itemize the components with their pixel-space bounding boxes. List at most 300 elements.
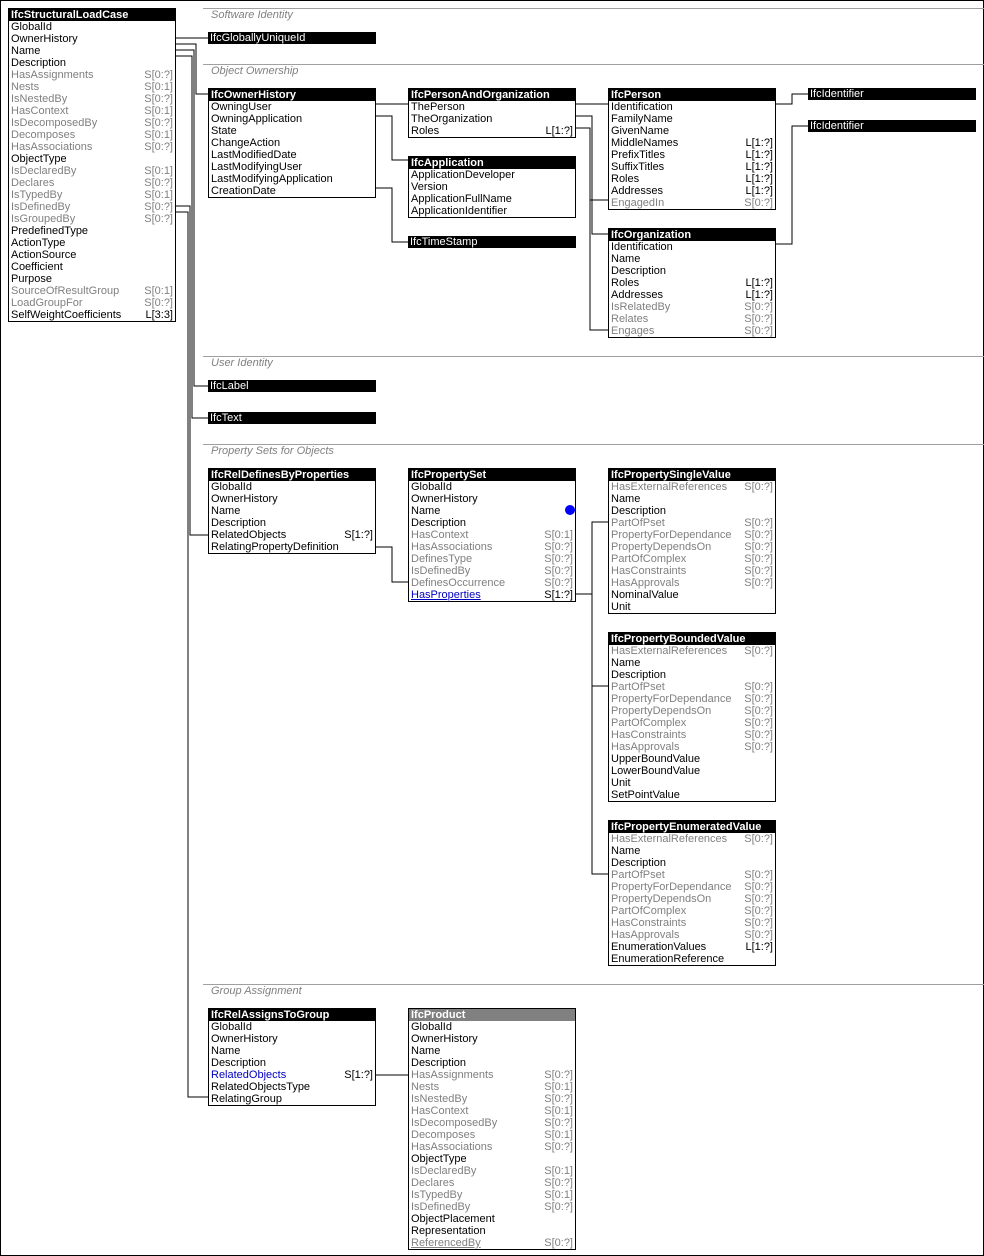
attr-nests[interactable] [409,1081,575,1093]
attr-has-constraints[interactable] [609,729,775,741]
attr-engaged-in[interactable] [609,197,775,209]
attr-cardinality: S[0:?] [544,1237,573,1249]
entity-title[interactable]: IfcOrganization [609,229,775,241]
attr-name: Coefficient [11,261,63,273]
attr-name: HasApprovals [611,577,680,589]
attr-upper-bound-value[interactable] [609,753,775,765]
attr-name: LastModifiedDate [211,149,297,161]
attr-cardinality: S[0:?] [744,577,773,589]
attr-cardinality: S[0:?] [744,481,773,493]
entity-prop-enum[interactable] [608,820,776,966]
attr-cardinality: S[0:?] [744,197,773,209]
entity-title[interactable]: IfcPropertySingleValue [609,469,775,481]
attr-has-context[interactable] [409,1105,575,1117]
attr-name: RelatedObjects [211,529,287,541]
attr-enumeration-reference[interactable] [609,953,775,965]
attr-name: NominalValue [611,589,679,601]
attr-the-organization[interactable] [409,113,575,125]
attr-name: HasApprovals [611,929,680,941]
attr-change-action[interactable] [209,137,375,149]
attr-name: Description [11,57,67,69]
attr-name[interactable] [9,45,175,57]
attr-name: HasAssignments [11,69,94,81]
attr-name: SuffixTitles [611,161,665,173]
attr-name: LowerBoundValue [611,765,701,777]
attr-name: State [211,125,237,137]
attr-cardinality: S[0:?] [744,553,773,565]
attr-name: IsTypedBy [11,189,63,201]
entity-title[interactable]: IfcOwnerHistory [209,89,375,101]
attr-global-id[interactable] [409,1021,575,1033]
entity-rel-assigns[interactable] [208,1008,376,1106]
attr-cardinality: S[0:1] [544,529,573,541]
attr-referenced-by[interactable] [409,1237,575,1249]
attr-description[interactable] [209,1057,375,1069]
attr-creation-date[interactable] [209,185,375,197]
attr-source-of-result-group[interactable] [9,285,175,297]
attr-action-type[interactable] [9,237,175,249]
type-globally-unique-id-box[interactable]: IfcGloballyUniqueId [208,32,376,44]
attr-name: Name [611,657,641,669]
attr-has-approvals[interactable] [609,741,775,753]
attr-name: RelatingGroup [211,1093,282,1105]
selection-marker[interactable] [565,505,575,515]
attr-cardinality: S[0:?] [744,869,773,881]
attr-name: RelatedObjectsType [211,1081,311,1093]
attr-middle-names[interactable] [609,137,775,149]
entity-title[interactable]: IfcProduct [409,1009,575,1021]
attr-name: OwningApplication [211,113,303,125]
attr-name: Description [611,857,667,869]
connector-3 [176,56,208,418]
entity-application[interactable] [408,156,576,218]
attr-name: ObjectType [11,153,67,165]
attr-is-typed-by[interactable] [9,189,175,201]
attr-the-person[interactable] [409,101,575,113]
attr-has-external-references[interactable] [609,481,775,493]
attr-declares[interactable] [409,1177,575,1189]
attr-name: HasExternalReferences [611,645,728,657]
attr-property-depends-on[interactable] [609,541,775,553]
entity-prop-bounded[interactable] [608,632,776,802]
attr-lower-bound-value[interactable] [609,765,775,777]
attr-cardinality: S[0:?] [744,717,773,729]
attr-name: Description [211,517,267,529]
type-identifier-box[interactable]: IfcIdentifier [808,88,976,100]
attr-roles[interactable] [609,277,775,289]
attr-global-id[interactable] [209,481,375,493]
attr-name: PartOfComplex [611,553,687,565]
attr-coefficient[interactable] [9,261,175,273]
attr-cardinality: S[0:1] [544,1189,573,1201]
attr-part-of-pset[interactable] [609,869,775,881]
attr-unit[interactable] [609,601,775,613]
attr-enumeration-values[interactable] [609,941,775,953]
attr-name[interactable] [209,505,375,517]
attr-owning-user[interactable] [209,101,375,113]
attr-name: HasAssociations [11,141,93,153]
attr-decomposes[interactable] [9,129,175,141]
attr-name: SelfWeightCoefficients [11,309,122,321]
attr-object-type[interactable] [409,1153,575,1165]
connector-17 [592,594,608,874]
attr-name: PartOfComplex [611,905,687,917]
attr-name[interactable] [209,1045,375,1057]
attr-application-identifier[interactable] [409,205,575,217]
entity-title[interactable]: IfcStructuralLoadCase [9,9,175,21]
attr-name: Addresses [611,289,663,301]
entity-person[interactable] [608,88,776,210]
attr-cardinality: S[0:?] [744,905,773,917]
entity-title[interactable]: IfcRelAssignsToGroup [209,1009,375,1021]
attr-name: RelatingPropertyDefinition [211,541,339,553]
attr-is-declared-by[interactable] [409,1165,575,1177]
attr-related-objects[interactable] [209,529,375,541]
section-title-user: User Identity [211,357,273,369]
attr-cardinality: S[0:?] [744,693,773,705]
entity-prop-single[interactable] [608,468,776,614]
attr-cardinality: S[0:?] [744,705,773,717]
attr-description[interactable] [9,57,175,69]
attr-cardinality: S[0:?] [144,117,173,129]
attr-related-objects-type[interactable] [209,1081,375,1093]
attr-cardinality: S[0:?] [744,301,773,313]
attr-has-assignments[interactable] [409,1069,575,1081]
attr-cardinality: S[0:?] [144,177,173,189]
attr-global-id[interactable] [209,1021,375,1033]
connector-8 [376,188,408,242]
section-title-group: Group Assignment [211,985,302,997]
attr-addresses[interactable] [609,185,775,197]
attr-is-typed-by[interactable] [409,1189,575,1201]
attr-name: PropertyDependsOn [611,893,712,905]
attr-is-related-by[interactable] [609,301,775,313]
attr-property-for-dependance[interactable] [609,529,775,541]
attr-description[interactable] [609,669,775,681]
attr-has-constraints[interactable] [609,917,775,929]
attr-name: Representation [411,1225,486,1237]
attr-name: PartOfPset [611,517,665,529]
attr-name: Description [411,1057,467,1069]
attr-owner-history[interactable] [209,1033,375,1045]
attr-application-developer[interactable] [409,169,575,181]
attr-has-associations[interactable] [409,541,575,553]
attr-defines-occurrence[interactable] [409,577,575,589]
connector-13 [776,94,808,104]
attr-description[interactable] [609,505,775,517]
attr-is-nested-by[interactable] [9,93,175,105]
attr-predefined-type[interactable] [9,225,175,237]
entity-product[interactable] [408,1008,576,1250]
attr-name: Nests [411,1081,440,1093]
attr-name: GlobalId [211,481,252,493]
attr-name: HasContext [411,529,469,541]
attr-name: Engages [611,325,655,337]
attr-global-id[interactable] [409,481,575,493]
attr-cardinality: S[1:?] [344,529,373,541]
attr-cardinality: S[0:1] [544,1105,573,1117]
attr-has-assignments[interactable] [9,69,175,81]
attr-object-type[interactable] [9,153,175,165]
attr-name: Name [411,1045,441,1057]
entity-person-and-org[interactable] [408,88,576,138]
attr-cardinality: L[1:?] [745,941,773,953]
attr-cardinality: S[0:1] [144,105,173,117]
entity-title[interactable]: IfcPerson [609,89,775,101]
entity-organization[interactable] [608,228,776,338]
attr-name: ApplicationDeveloper [411,169,515,181]
attr-relating-property-definition[interactable] [209,541,375,553]
attr-global-id[interactable] [9,21,175,33]
attr-name: HasAssociations [411,541,493,553]
attr-last-modifying-application[interactable] [209,173,375,185]
attr-name[interactable] [609,493,775,505]
attr-name[interactable] [609,253,775,265]
attr-name: Decomposes [11,129,76,141]
type-label-box[interactable]: IfcLabel [208,380,376,392]
attr-action-source[interactable] [9,249,175,261]
attr-unit[interactable] [609,777,775,789]
attr-defines-type[interactable] [409,553,575,565]
attr-name: GlobalId [11,21,52,33]
attr-cardinality: S[0:?] [144,69,173,81]
attr-name: HasConstraints [611,729,687,741]
connector-14 [776,126,808,244]
attr-object-placement[interactable] [409,1213,575,1225]
attr-name: HasProperties [411,589,481,601]
attr-cardinality: S[0:?] [744,517,773,529]
attr-cardinality: S[0:?] [144,297,173,309]
attr-name: CreationDate [211,185,276,197]
attr-name: LoadGroupFor [11,297,83,309]
attr-description[interactable] [409,517,575,529]
entity-rel-defines[interactable] [208,468,376,554]
attr-name: PropertyForDependance [611,529,732,541]
attr-cardinality: L[1:?] [745,137,773,149]
attr-self-weight-coefficients[interactable] [9,309,175,321]
entity-property-set[interactable] [408,468,576,602]
attr-name: ActionSource [11,249,77,261]
attr-state[interactable] [209,125,375,137]
attr-cardinality: S[0:?] [144,201,173,213]
attr-identification[interactable] [609,101,775,113]
attr-property-depends-on[interactable] [609,705,775,717]
attr-part-of-complex[interactable] [609,553,775,565]
attr-cardinality: L[1:?] [745,277,773,289]
entity-title[interactable]: IfcRelDefinesByProperties [209,469,375,481]
attr-name: Description [611,265,667,277]
attr-name[interactable] [409,1045,575,1057]
attr-relates[interactable] [609,313,775,325]
attr-has-properties[interactable] [409,589,575,601]
attr-name: IsDeclaredBy [411,1165,477,1177]
attr-description[interactable] [609,857,775,869]
connector-15 [376,547,408,582]
attr-has-constraints[interactable] [609,565,775,577]
attr-name: IsDefinedBy [411,1201,471,1213]
attr-has-context[interactable] [9,105,175,117]
attr-is-defined-by[interactable] [409,565,575,577]
attr-cardinality: S[0:?] [744,325,773,337]
attr-application-full-name[interactable] [409,193,575,205]
attr-owner-history[interactable] [409,493,575,505]
entity-title[interactable]: IfcPropertySet [409,469,575,481]
attr-load-group-for[interactable] [9,297,175,309]
attr-name[interactable] [609,657,775,669]
attr-is-grouped-by[interactable] [9,213,175,225]
attr-part-of-pset[interactable] [609,681,775,693]
attr-has-associations[interactable] [409,1141,575,1153]
attr-name: IsRelatedBy [611,301,671,313]
attr-is-defined-by[interactable] [9,201,175,213]
attr-nests[interactable] [9,81,175,93]
attr-is-declared-by[interactable] [9,165,175,177]
attr-cardinality: S[0:?] [544,577,573,589]
attr-related-objects[interactable] [209,1069,375,1081]
attr-representation[interactable] [409,1225,575,1237]
attr-part-of-complex[interactable] [609,717,775,729]
attr-property-for-dependance[interactable] [609,881,775,893]
attr-owning-application[interactable] [209,113,375,125]
attr-name[interactable] [409,505,575,517]
attr-relating-group[interactable] [209,1093,375,1105]
attr-cardinality: S[0:?] [144,93,173,105]
entity-owner-history[interactable] [208,88,376,198]
attr-cardinality: S[0:1] [144,165,173,177]
attr-name: HasAssociations [411,1141,493,1153]
attr-prefix-titles[interactable] [609,149,775,161]
attr-cardinality: S[0:?] [744,741,773,753]
attr-cardinality: L[1:?] [745,161,773,173]
attr-cardinality: S[1:?] [544,589,573,601]
attr-has-approvals[interactable] [609,929,775,941]
attr-name: PropertyForDependance [611,693,732,705]
attr-name: RelatedObjects [211,1069,287,1081]
attr-property-depends-on[interactable] [609,893,775,905]
attr-name: HasExternalReferences [611,481,728,493]
attr-name: IsDefinedBy [11,201,71,213]
attr-name: TheOrganization [411,113,493,125]
attr-decomposes[interactable] [409,1129,575,1141]
attr-name: DefinesOccurrence [411,577,506,589]
attr-name: IsGroupedBy [11,213,76,225]
attr-name: DefinesType [411,553,473,565]
attr-owner-history[interactable] [209,493,375,505]
entity-title[interactable]: IfcApplication [409,157,575,169]
attr-name: Name [211,505,241,517]
attr-part-of-pset[interactable] [609,517,775,529]
attr-is-defined-by[interactable] [409,1201,575,1213]
attr-has-associations[interactable] [9,141,175,153]
entity-structural-load-case[interactable] [8,8,176,322]
attr-addresses[interactable] [609,289,775,301]
attr-name: GivenName [611,125,670,137]
attr-engages[interactable] [609,325,775,337]
attr-suffix-titles[interactable] [609,161,775,173]
section-title-ownership: Object Ownership [211,65,299,77]
attr-name: ActionType [11,237,66,249]
attr-name[interactable] [609,845,775,857]
entity-title[interactable]: IfcPropertyBoundedValue [609,633,775,645]
entity-title[interactable]: IfcPropertyEnumeratedValue [609,821,775,833]
attr-purpose[interactable] [9,273,175,285]
attr-property-for-dependance[interactable] [609,693,775,705]
type-time-stamp-box[interactable]: IfcTimeStamp [408,236,576,248]
attr-name: Description [211,1057,267,1069]
attr-version[interactable] [409,181,575,193]
entity-title[interactable]: IfcPersonAndOrganization [409,89,575,101]
attr-name: Name [211,1045,241,1057]
attr-given-name[interactable] [609,125,775,137]
attr-declares[interactable] [9,177,175,189]
attr-name: Unit [611,777,631,789]
attr-cardinality: L[1:?] [545,125,573,137]
attr-name: IsDecomposedBy [11,117,98,129]
attr-name: SourceOfResultGroup [11,285,120,297]
attr-has-external-references[interactable] [609,833,775,845]
attr-part-of-complex[interactable] [609,905,775,917]
attr-nominal-value[interactable] [609,589,775,601]
attr-roles[interactable] [409,125,575,137]
attr-name: Name [411,505,441,517]
attr-name: GlobalId [411,481,452,493]
attr-set-point-value[interactable] [609,789,775,801]
attr-name: FamilyName [611,113,673,125]
attr-name: ObjectPlacement [411,1213,495,1225]
section-title-software: Software Identity [211,9,293,21]
attr-description[interactable] [609,265,775,277]
type-text-box[interactable]: IfcText [208,412,376,424]
attr-owner-history[interactable] [409,1033,575,1045]
section-divider-software [203,8,984,9]
attr-is-nested-by[interactable] [409,1093,575,1105]
attr-has-external-references[interactable] [609,645,775,657]
attr-cardinality: L[3:3] [145,309,173,321]
attr-has-context[interactable] [409,529,575,541]
attr-last-modified-date[interactable] [209,149,375,161]
attr-cardinality: S[0:1] [544,1129,573,1141]
attr-roles[interactable] [609,173,775,185]
attr-cardinality: S[0:?] [744,917,773,929]
section-divider-user [203,356,984,357]
attr-name: EnumerationValues [611,941,707,953]
attr-last-modifying-user[interactable] [209,161,375,173]
attr-description[interactable] [209,517,375,529]
attr-name: PredefinedType [11,225,89,237]
attr-name: Declares [11,177,55,189]
attr-identification[interactable] [609,241,775,253]
attr-is-decomposed-by[interactable] [409,1117,575,1129]
attr-name: ApplicationIdentifier [411,205,508,217]
connector-7 [376,116,408,160]
attr-name: PartOfPset [611,869,665,881]
attr-name: PartOfComplex [611,717,687,729]
attr-family-name[interactable] [609,113,775,125]
type-identifier-box[interactable]: IfcIdentifier [808,120,976,132]
attr-is-decomposed-by[interactable] [9,117,175,129]
attr-owner-history[interactable] [9,33,175,45]
attr-name: PropertyDependsOn [611,705,712,717]
attr-description[interactable] [409,1057,575,1069]
attr-name: Name [611,493,641,505]
attr-name: Addresses [611,185,663,197]
attr-cardinality: S[0:?] [744,529,773,541]
attr-name: Identification [611,241,673,253]
attr-name: HasExternalReferences [611,833,728,845]
attr-has-approvals[interactable] [609,577,775,589]
attr-name: IsDecomposedBy [411,1117,498,1129]
attr-name: MiddleNames [611,137,679,149]
